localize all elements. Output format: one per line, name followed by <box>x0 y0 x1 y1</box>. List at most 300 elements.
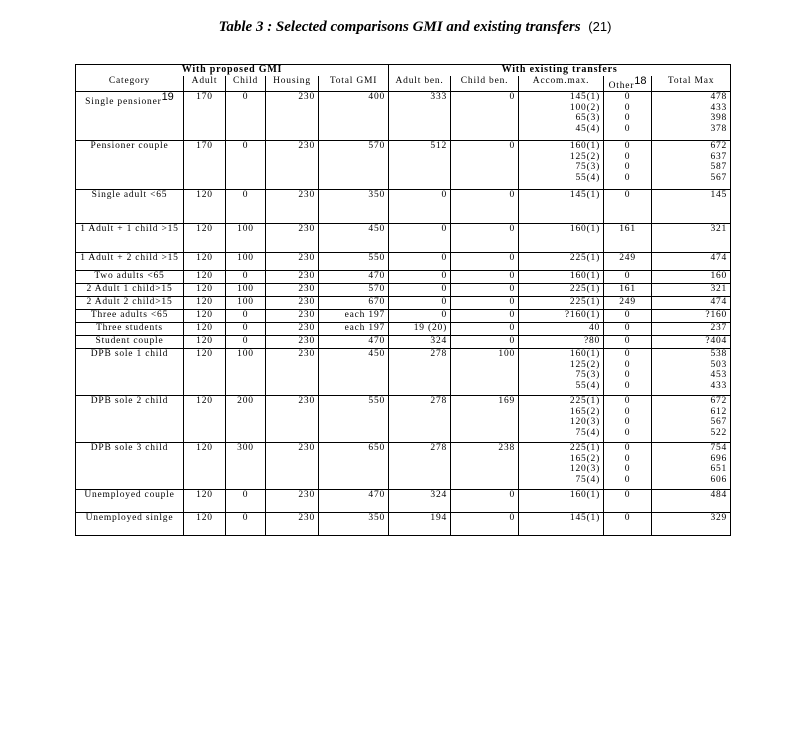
total-max-value: 606 <box>710 474 728 485</box>
accom-value: 225(1) <box>569 297 601 308</box>
other-value: 0 <box>624 190 631 201</box>
cell-total-max <box>652 323 731 336</box>
total-max-value: 672 <box>710 396 728 407</box>
cell-category <box>76 513 184 536</box>
accom-value: 75(4) <box>575 427 601 438</box>
total-max-value: 321 <box>710 224 728 235</box>
cell-child-ben: 0 <box>451 190 519 224</box>
cell-other <box>604 396 652 443</box>
other-value: 0 <box>624 513 631 524</box>
cell-child: 0 <box>226 336 266 349</box>
cell-adult: 120 <box>184 490 226 513</box>
cell-other <box>604 310 652 323</box>
cell-total-max <box>652 224 731 253</box>
cell-total-max <box>652 253 731 271</box>
other-value: 0 <box>624 490 631 501</box>
accom-value: ?80 <box>583 336 601 347</box>
category-label: 2 Adult 1 child>15 <box>86 284 173 295</box>
cell-accom <box>519 490 604 513</box>
cell-accom <box>519 141 604 190</box>
cell-total-gmi: 570 <box>319 141 389 190</box>
cell-adult: 120 <box>184 190 226 224</box>
group-header-existing: With existing transfers <box>389 65 731 76</box>
cell-other <box>604 224 652 253</box>
col-header-adult-ben: Adult ben. <box>389 76 451 92</box>
other-value: 0 <box>624 464 631 475</box>
accom-value: 145(1) <box>569 92 601 103</box>
cell-child-ben: 0 <box>451 271 519 284</box>
cell-child: 300 <box>226 443 266 490</box>
cell-total-gmi: 670 <box>319 297 389 310</box>
cell-adult-ben: 19 (20) <box>389 323 451 336</box>
table-row <box>76 224 731 253</box>
cell-child-ben: 0 <box>451 310 519 323</box>
col-header-accom-max: Accom.max. <box>519 76 604 92</box>
cell-total-max <box>652 310 731 323</box>
table-body <box>76 92 731 536</box>
other-value: 0 <box>624 349 631 360</box>
cell-child-ben: 238 <box>451 443 519 490</box>
table-title-text: Table 3 : Selected comparisons GMI and existing transfers <box>218 19 581 35</box>
cell-adult-ben: 0 <box>389 284 451 297</box>
accom-value: 165(2) <box>569 406 601 417</box>
accom-value: 225(1) <box>569 396 601 407</box>
cell-adult-ben: 324 <box>389 336 451 349</box>
cell-housing: 230 <box>266 224 319 253</box>
cell-other <box>604 284 652 297</box>
cell-accom <box>519 323 604 336</box>
cell-accom <box>519 310 604 323</box>
cell-total-gmi: 550 <box>319 253 389 271</box>
cell-accom <box>519 349 604 396</box>
cell-child-ben: 169 <box>451 396 519 443</box>
cell-adult: 120 <box>184 271 226 284</box>
cell-adult-ben: 0 <box>389 297 451 310</box>
cell-category <box>76 443 184 490</box>
cell-accom <box>519 443 604 490</box>
cell-total-max <box>652 513 731 536</box>
cell-child-ben: 0 <box>451 141 519 190</box>
other-value: 0 <box>624 443 631 454</box>
cell-other <box>604 443 652 490</box>
cell-child: 100 <box>226 349 266 396</box>
cell-total-gmi: 650 <box>319 443 389 490</box>
total-max-value: 503 <box>710 359 728 370</box>
other-value: 0 <box>624 310 631 321</box>
total-max-value: 453 <box>710 370 728 381</box>
cell-adult: 120 <box>184 443 226 490</box>
accom-value: 160(1) <box>569 490 601 501</box>
accom-value: 65(3) <box>575 113 601 124</box>
accom-value: 225(1) <box>569 443 601 454</box>
cell-child-ben: 0 <box>451 297 519 310</box>
cell-accom <box>519 271 604 284</box>
cell-category <box>76 490 184 513</box>
cell-adult-ben: 512 <box>389 141 451 190</box>
accom-value: 225(1) <box>569 253 601 264</box>
cell-housing: 230 <box>266 443 319 490</box>
cell-other <box>604 513 652 536</box>
cell-total-max <box>652 297 731 310</box>
cell-adult-ben: 324 <box>389 490 451 513</box>
cell-category <box>76 297 184 310</box>
cell-adult-ben: 194 <box>389 513 451 536</box>
comparison-table <box>75 64 731 536</box>
accom-value: 160(1) <box>569 224 601 235</box>
cell-total-max <box>652 92 731 141</box>
cell-child-ben: 0 <box>451 253 519 271</box>
accom-value: 120(3) <box>569 417 601 428</box>
other-value: 0 <box>624 323 631 334</box>
other-value: 0 <box>624 406 631 417</box>
cell-child: 0 <box>226 310 266 323</box>
cell-adult-ben: 278 <box>389 349 451 396</box>
total-max-value: 378 <box>710 123 728 134</box>
category-label: Three students <box>96 323 163 334</box>
cell-total-gmi: 470 <box>319 490 389 513</box>
cell-adult: 120 <box>184 336 226 349</box>
cell-other <box>604 323 652 336</box>
cell-child: 0 <box>226 323 266 336</box>
cell-child: 0 <box>226 271 266 284</box>
cell-total-gmi: 450 <box>319 349 389 396</box>
total-max-value: 237 <box>710 323 728 334</box>
table-title <box>0 19 800 36</box>
accom-value: 55(4) <box>575 172 601 183</box>
cell-total-max <box>652 396 731 443</box>
col-header-child-ben: Child ben. <box>451 76 519 92</box>
cell-child: 100 <box>226 224 266 253</box>
cell-housing: 230 <box>266 490 319 513</box>
cell-housing: 230 <box>266 310 319 323</box>
cell-adult-ben: 0 <box>389 310 451 323</box>
cell-category <box>76 323 184 336</box>
cell-total-gmi: 450 <box>319 224 389 253</box>
cell-housing: 230 <box>266 190 319 224</box>
total-max-value: 484 <box>710 490 728 501</box>
cell-accom <box>519 190 604 224</box>
other-value: 0 <box>624 102 631 113</box>
other-value: 0 <box>624 359 631 370</box>
cell-total-max <box>652 284 731 297</box>
total-max-value: 567 <box>710 417 728 428</box>
cell-child-ben: 0 <box>451 490 519 513</box>
cell-category <box>76 310 184 323</box>
category-label: DPB sole 3 child <box>90 443 169 454</box>
total-max-value: 651 <box>710 464 728 475</box>
cell-other <box>604 253 652 271</box>
cell-adult: 170 <box>184 92 226 141</box>
col-header-total-max: Total Max <box>652 76 731 92</box>
cell-adult-ben: 278 <box>389 396 451 443</box>
other-value: 0 <box>624 336 631 347</box>
other-value: 0 <box>624 162 631 173</box>
cell-child-ben: 0 <box>451 284 519 297</box>
category-label: 1 Adult + 2 child >15 <box>80 253 179 264</box>
other-value: 0 <box>624 172 631 183</box>
table-row <box>76 271 731 284</box>
cell-total-max <box>652 349 731 396</box>
cell-accom <box>519 297 604 310</box>
cell-child-ben: 0 <box>451 323 519 336</box>
cell-adult: 120 <box>184 396 226 443</box>
cell-child: 0 <box>226 92 266 141</box>
cell-total-max <box>652 336 731 349</box>
col-header-other-label: Other <box>608 80 635 91</box>
cell-housing: 230 <box>266 92 319 141</box>
total-max-value: 538 <box>710 349 728 360</box>
table-row <box>76 323 731 336</box>
cell-adult: 120 <box>184 310 226 323</box>
other-value: 249 <box>619 297 636 308</box>
category-label: Student couple <box>95 336 164 347</box>
other-value: 0 <box>624 151 631 162</box>
total-max-value: 672 <box>710 141 728 152</box>
other-value: 161 <box>619 224 636 235</box>
cell-adult: 120 <box>184 349 226 396</box>
cell-total-gmi: 350 <box>319 190 389 224</box>
cell-adult-ben: 0 <box>389 190 451 224</box>
category-label: Pensioner couple <box>90 141 169 152</box>
group-header-gmi: With proposed GMI <box>76 65 389 76</box>
cell-accom <box>519 92 604 141</box>
cell-child: 0 <box>226 490 266 513</box>
category-label: Unemployed couple <box>84 490 175 501</box>
cell-category <box>76 396 184 443</box>
cell-other <box>604 490 652 513</box>
total-max-value: ?404 <box>705 336 728 347</box>
other-value: 0 <box>624 123 631 134</box>
cell-accom <box>519 336 604 349</box>
accom-value: 75(4) <box>575 474 601 485</box>
total-max-value: 474 <box>710 253 728 264</box>
cell-adult-ben: 0 <box>389 271 451 284</box>
cell-adult-ben: 0 <box>389 253 451 271</box>
cell-child-ben: 0 <box>451 92 519 141</box>
cell-accom <box>519 284 604 297</box>
accom-value: 145(1) <box>569 190 601 201</box>
cell-total-max <box>652 490 731 513</box>
other-value: 0 <box>624 396 631 407</box>
cell-housing: 230 <box>266 271 319 284</box>
cell-housing: 230 <box>266 349 319 396</box>
other-value: 0 <box>624 427 631 438</box>
cell-adult-ben: 333 <box>389 92 451 141</box>
accom-value: 75(3) <box>575 162 601 173</box>
cell-adult: 170 <box>184 141 226 190</box>
other-value: 0 <box>624 417 631 428</box>
cell-housing: 230 <box>266 513 319 536</box>
cell-child: 0 <box>226 190 266 224</box>
cell-category <box>76 224 184 253</box>
footnote-marker: 18 <box>634 74 647 87</box>
cell-total-gmi: 470 <box>319 271 389 284</box>
cell-child-ben: 0 <box>451 513 519 536</box>
cell-accom <box>519 513 604 536</box>
cell-child: 100 <box>226 284 266 297</box>
total-max-value: 433 <box>710 102 728 113</box>
col-header-child: Child <box>226 76 266 92</box>
cell-total-max <box>652 271 731 284</box>
category-label: 1 Adult + 1 child >15 <box>80 224 179 235</box>
other-value: 0 <box>624 141 631 152</box>
table-row <box>76 141 731 190</box>
cell-category <box>76 92 184 141</box>
accom-value: 40 <box>588 323 601 334</box>
category-label: Two adults <65 <box>94 271 165 282</box>
cell-child: 0 <box>226 513 266 536</box>
cell-total-gmi: 470 <box>319 336 389 349</box>
category-label: Three adults <65 <box>90 310 169 321</box>
col-header-total-gmi: Total GMI <box>319 76 389 92</box>
col-header-category: Category <box>76 76 184 92</box>
cell-other <box>604 190 652 224</box>
cell-other <box>604 271 652 284</box>
accom-value: 160(1) <box>569 141 601 152</box>
other-value: 0 <box>624 474 631 485</box>
cell-child: 200 <box>226 396 266 443</box>
accom-value: 75(3) <box>575 370 601 381</box>
total-max-value: 478 <box>710 92 728 103</box>
cell-total-gmi: 550 <box>319 396 389 443</box>
accom-value: 45(4) <box>575 123 601 134</box>
table-row <box>76 336 731 349</box>
total-max-value: 567 <box>710 172 728 183</box>
other-value: 0 <box>624 453 631 464</box>
total-max-value: 433 <box>710 380 728 391</box>
table-row <box>76 284 731 297</box>
table-row <box>76 490 731 513</box>
footnote-marker: 19 <box>161 91 174 104</box>
total-max-value: 474 <box>710 297 728 308</box>
accom-value: ?160(1) <box>564 310 601 321</box>
category-label: DPB sole 2 child <box>90 396 169 407</box>
cell-adult: 120 <box>184 323 226 336</box>
other-value: 0 <box>624 271 631 282</box>
col-header-housing: Housing <box>266 76 319 92</box>
category-label: DPB sole 1 child <box>90 349 169 360</box>
cell-child-ben: 0 <box>451 224 519 253</box>
cell-total-gmi: 400 <box>319 92 389 141</box>
cell-category <box>76 336 184 349</box>
cell-total-max <box>652 443 731 490</box>
cell-adult: 120 <box>184 297 226 310</box>
other-value: 0 <box>624 113 631 124</box>
category-label: Unemployed sinlge <box>85 513 174 524</box>
other-value: 249 <box>619 253 636 264</box>
table-title-footnote: (21) <box>588 19 612 34</box>
cell-category <box>76 284 184 297</box>
cell-category <box>76 271 184 284</box>
cell-category <box>76 190 184 224</box>
table-row <box>76 443 731 490</box>
cell-adult: 120 <box>184 224 226 253</box>
cell-other <box>604 349 652 396</box>
table-row <box>76 253 731 271</box>
cell-accom <box>519 224 604 253</box>
table-row <box>76 349 731 396</box>
table-row <box>76 297 731 310</box>
cell-total-gmi: each 197 <box>319 310 389 323</box>
total-max-value: 696 <box>710 453 728 464</box>
other-value: 0 <box>624 370 631 381</box>
table-row <box>76 396 731 443</box>
cell-housing: 230 <box>266 284 319 297</box>
table-row <box>76 513 731 536</box>
category-label: Single adult <65 <box>91 190 168 201</box>
cell-housing: 230 <box>266 396 319 443</box>
cell-child-ben: 0 <box>451 336 519 349</box>
category-label: Single pensioner <box>85 97 162 108</box>
cell-category <box>76 141 184 190</box>
cell-child: 0 <box>226 141 266 190</box>
cell-total-gmi: each 197 <box>319 323 389 336</box>
cell-housing: 230 <box>266 141 319 190</box>
cell-total-gmi: 350 <box>319 513 389 536</box>
cell-housing: 230 <box>266 336 319 349</box>
col-header-other <box>604 76 652 92</box>
cell-adult: 120 <box>184 284 226 297</box>
cell-adult-ben: 278 <box>389 443 451 490</box>
total-max-value: 754 <box>710 443 728 454</box>
total-max-value: 145 <box>710 190 728 201</box>
total-max-value: 612 <box>710 406 728 417</box>
cell-total-gmi: 570 <box>319 284 389 297</box>
cell-adult-ben: 0 <box>389 224 451 253</box>
cell-housing: 230 <box>266 323 319 336</box>
cell-child: 100 <box>226 253 266 271</box>
cell-other <box>604 297 652 310</box>
total-max-value: 587 <box>710 162 728 173</box>
cell-accom <box>519 396 604 443</box>
cell-other <box>604 141 652 190</box>
table-row <box>76 310 731 323</box>
accom-value: 165(2) <box>569 453 601 464</box>
other-value: 0 <box>624 380 631 391</box>
accom-value: 125(2) <box>569 151 601 162</box>
other-value: 161 <box>619 284 636 295</box>
other-value: 0 <box>624 92 631 103</box>
accom-value: 225(1) <box>569 284 601 295</box>
cell-child: 100 <box>226 297 266 310</box>
col-header-adult: Adult <box>184 76 226 92</box>
cell-adult: 120 <box>184 513 226 536</box>
total-max-value: 398 <box>710 113 728 124</box>
accom-value: 145(1) <box>569 513 601 524</box>
accom-value: 55(4) <box>575 380 601 391</box>
cell-child-ben: 100 <box>451 349 519 396</box>
table-row <box>76 92 731 141</box>
accom-value: 100(2) <box>569 102 601 113</box>
total-max-value: 637 <box>710 151 728 162</box>
accom-value: 125(2) <box>569 359 601 370</box>
total-max-value: ?160 <box>705 310 728 321</box>
table-row <box>76 190 731 224</box>
cell-other <box>604 336 652 349</box>
cell-total-max <box>652 190 731 224</box>
cell-accom <box>519 253 604 271</box>
accom-value: 120(3) <box>569 464 601 475</box>
cell-category <box>76 349 184 396</box>
total-max-value: 329 <box>710 513 728 524</box>
total-max-value: 522 <box>710 427 728 438</box>
accom-value: 160(1) <box>569 271 601 282</box>
cell-housing: 230 <box>266 253 319 271</box>
cell-category <box>76 253 184 271</box>
total-max-value: 160 <box>710 271 728 282</box>
category-label: 2 Adult 2 child>15 <box>86 297 173 308</box>
cell-housing: 230 <box>266 297 319 310</box>
